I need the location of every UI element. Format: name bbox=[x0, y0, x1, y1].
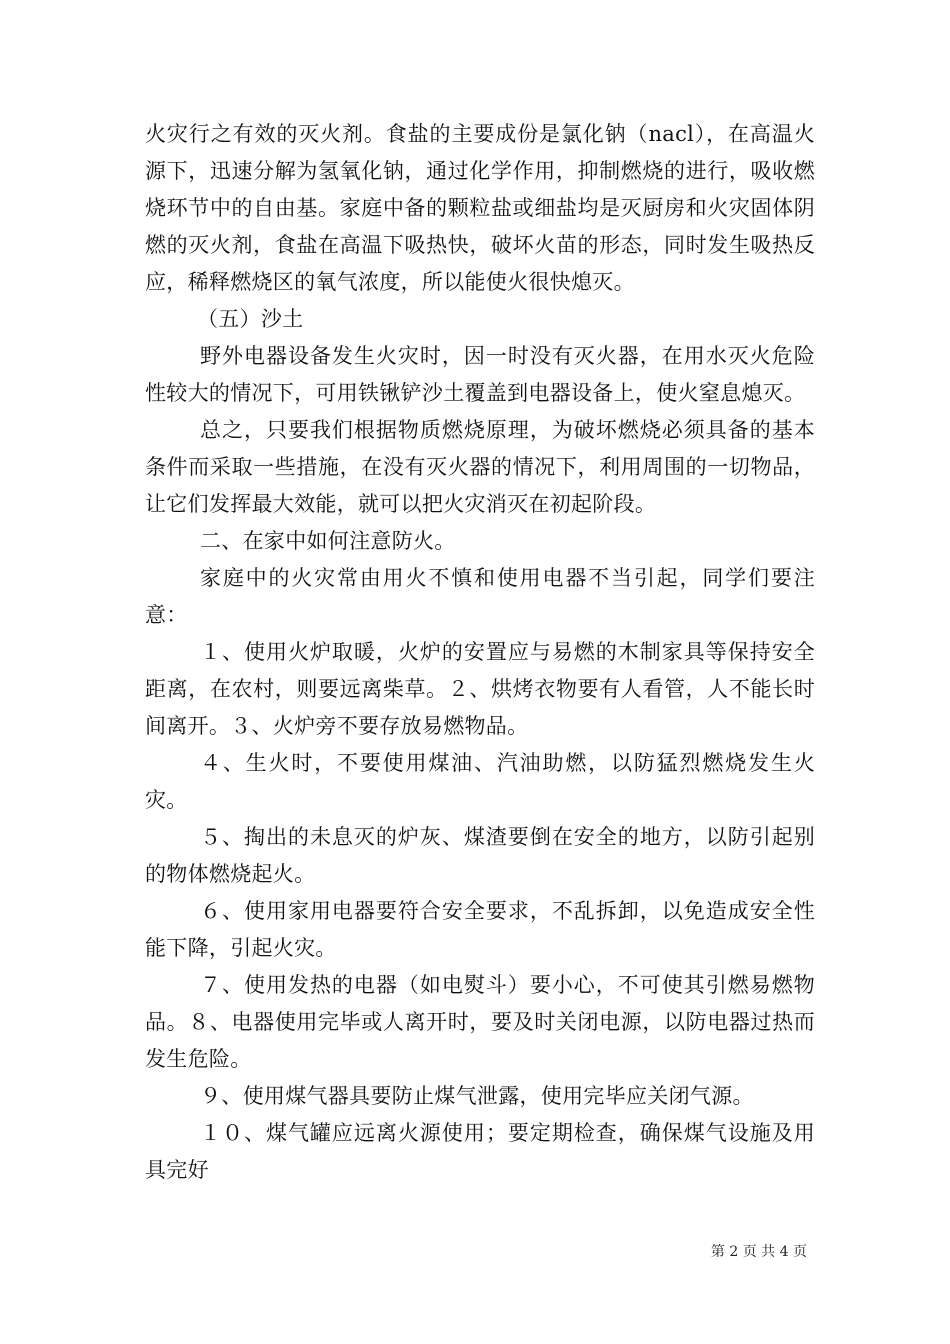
heading-home-fire-prevention: 二、在家中如何注意防火。 bbox=[200, 529, 456, 553]
list-item-10: １０、煤气罐应远离火源使用；要定期检查，确保煤气设施及用具完好 bbox=[145, 1121, 815, 1182]
list-item-1-3: １、使用火炉取暖，火炉的安置应与易燃的木制家具等保持安全距离，在农村，则要远离柴草。２、烘烤衣物要有人看管，人不能长时间离开。３、火炉旁不要存放易燃物品。 bbox=[145, 640, 815, 738]
heading-sand-soil: （五）沙土 bbox=[197, 307, 304, 331]
list-item-4: ４、生火时，不要使用煤油、汽油助燃，以防猛烈燃烧发生火灾。 bbox=[145, 751, 815, 812]
paragraph-salt-continued: 火灾行之有效的灭火剂。食盐的主要成份是氯化钠（nacl），在高温火源下，迅速分解为氢氧化钠，通过化学作用，抑制燃烧的进行，吸收燃烧环节中的自由基。家庭中备的颗粒盐或细盐均是灭厨房和火灾固体阴燃的灭火剂，食盐在高温下吸热快，破坏火苗的形态，同时发生吸热反应，稀释燃烧区的氧气浓度，所以能使火很快熄灭。 bbox=[145, 122, 815, 294]
paragraph-summary: 总之，只要我们根据物质燃烧原理，为破坏燃烧必须具备的基本条件而采取一些措施，在没有灭火器的情况下，利用周围的一切物品，让它们发挥最大效能，就可以把火灾消灭在初起阶段。 bbox=[145, 418, 815, 516]
page-number-footer: 第 2 页 共 4 页 bbox=[710, 1244, 807, 1260]
document-body bbox=[145, 116, 815, 1189]
list-item-5: ５、掏出的未息灭的炉灰、煤渣要倒在安全的地方，以防引起别的物体燃烧起火。 bbox=[145, 825, 815, 886]
list-item-9: ９、使用煤气器具要防止煤气泄露，使用完毕应关闭气源。 bbox=[200, 1084, 754, 1108]
list-item-7-8: ７、使用发热的电器（如电熨斗）要小心，不可使其引燃易燃物品。８、电器使用完毕或人离开时，要及时关闭电源，以防电器过热而发生危险。 bbox=[145, 973, 815, 1071]
paragraph-sand-soil: 野外电器设备发生火灾时，因一时没有灭火器，在用水灭火危险性较大的情况下，可用铁锹铲沙土覆盖到电器设备上，使火窒息熄灭。 bbox=[145, 344, 815, 405]
paragraph-home-intro: 家庭中的火灾常由用火不慎和使用电器不当引起，同学们要注意： bbox=[145, 566, 815, 627]
list-item-6: ６、使用家用电器要符合安全要求，不乱拆卸，以免造成安全性能下降，引起火灾。 bbox=[145, 899, 815, 960]
